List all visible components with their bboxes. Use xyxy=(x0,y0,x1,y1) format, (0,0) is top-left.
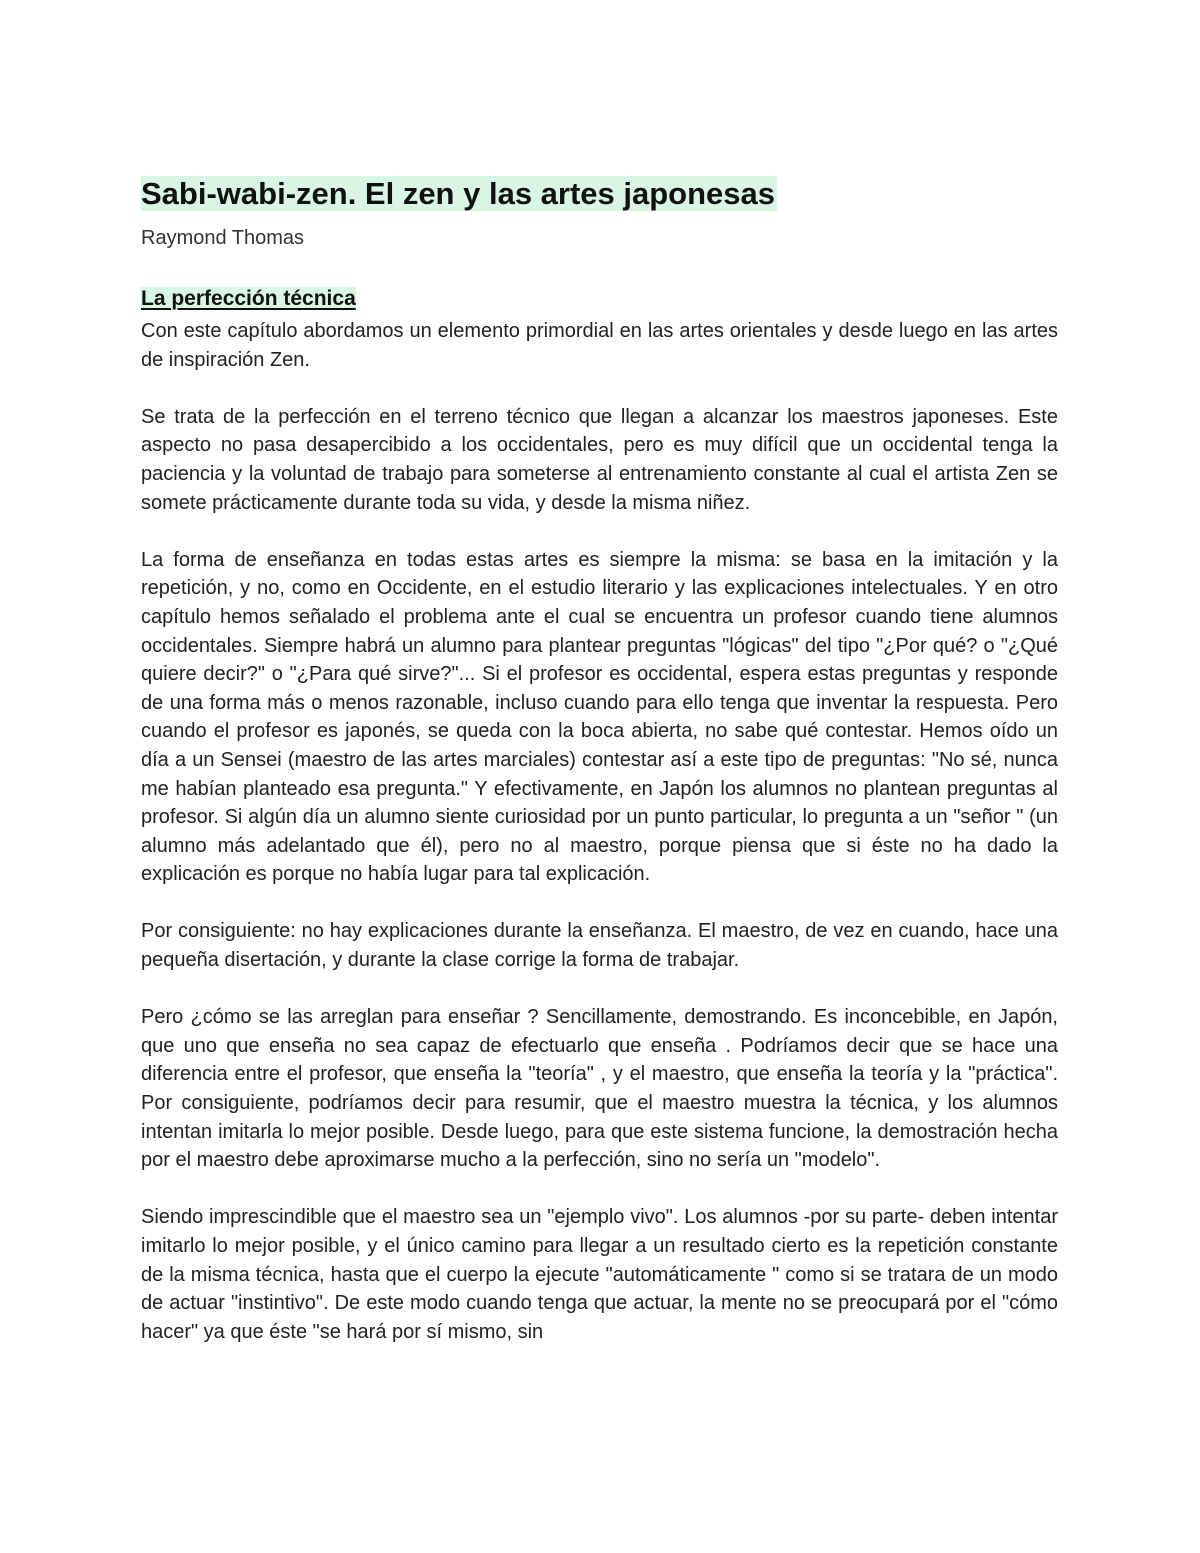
paragraph: Pero ¿cómo se las arreglan para enseñar ? Sencillamente, demostrando. Es inconcebible, en Japón, que uno que enseña no sea capaz de efectuarlo que enseña . Podríamos decir que se hace una diferencia entre el profesor, que enseña la "teoría" , y el maestro, que enseña la teoría y la "práctica". Por consiguiente, podríamos decir para resumir, que el maestro muestra la técnica, y los alumnos intentan imitarla lo mejor posible. Desde luego, para que este sistema funcione, la demostración hecha por el maestro debe aproximarse mucho a la perfección, sino no sería un "modelo". xyxy=(141,1006,1058,1172)
paragraph: Siendo imprescindible que el maestro sea un "ejemplo vivo". Los alumnos -por su parte- deben intentar imitarlo lo mejor posible, y el único camino para llegar a un resultado cierto es la repetición constante de la misma técnica, hasta que el cuerpo la ejecute "automáticamente " como si se tratara de un modo de actuar "instintivo". De este modo cuando tenga que actuar, la mente no se preocupará por el "cómo hacer" ya que éste "se hará por sí mismo, sin xyxy=(141,1206,1058,1343)
document-title-text: Sabi-wabi-zen. El zen y las artes japonesas xyxy=(141,176,776,211)
document-body xyxy=(141,317,1058,1346)
paragraph: Con este capítulo abordamos un elemento primordial en las artes orientales y desde luego en las artes de inspiración Zen. xyxy=(141,320,1058,371)
document-page xyxy=(141,172,1058,1346)
document-title xyxy=(141,172,1058,216)
document-author: Raymond Thomas xyxy=(141,227,305,249)
paragraph: Se trata de la perfección en el terreno técnico que llegan a alcanzar los maestros japoneses. Este aspecto no pasa desapercibido a los occidentales, pero es muy difícil que un occidental tenga la paciencia y la voluntad de trabajo para someterse al entrenamiento constante al cual el artista Zen se somete prácticamente durante toda su vida, y desde la misma niñez. xyxy=(141,405,1058,514)
section-heading-text: La perfección técnica xyxy=(141,287,356,310)
paragraph: Por consiguiente: no hay explicaciones durante la enseñanza. El maestro, de vez en cuando, hace una pequeña disertación, y durante la clase corrige la forma de trabajar. xyxy=(141,920,1058,972)
paragraph: La forma de enseñanza en todas estas artes es siempre la misma: se basa en la imitación y la repetición, y no, como en Occidente, en el estudio literario y las explicaciones intelectuales. Y en otro capítulo hemos señalado el problema ante el cual se encuentra un profesor cuando tiene alumnos occidentales. Siempre habrá un alumno para plantear preguntas "lógicas" del tipo "¿Por qué? o "¿Qué quiere decir?" o "¿Para qué sirve?"... Si el profesor es occidental, espera estas preguntas y responde de una forma más o menos razonable, incluso cuando para ello tenga que inventar la respuesta. Pero cuando el profesor es japonés, se queda con la boca abierta, no sabe qué contestar. Hemos oído un día a un Sensei (maestro de las artes marciales) contestar así a este tipo de preguntas: "No sé, nunca me habían planteado esa pregunta." Y efectivamente, en Japón los alumnos no plantean preguntas al profesor. Si algún día un alumno siente curiosidad por un punto particular, lo pregunta a un "señor " (un alumno más adelantado que él), pero no al maestro, porque piensa que si éste no ha dado la explicación es porque no había lugar para tal explicación. xyxy=(141,548,1058,886)
section-heading xyxy=(141,285,1058,313)
